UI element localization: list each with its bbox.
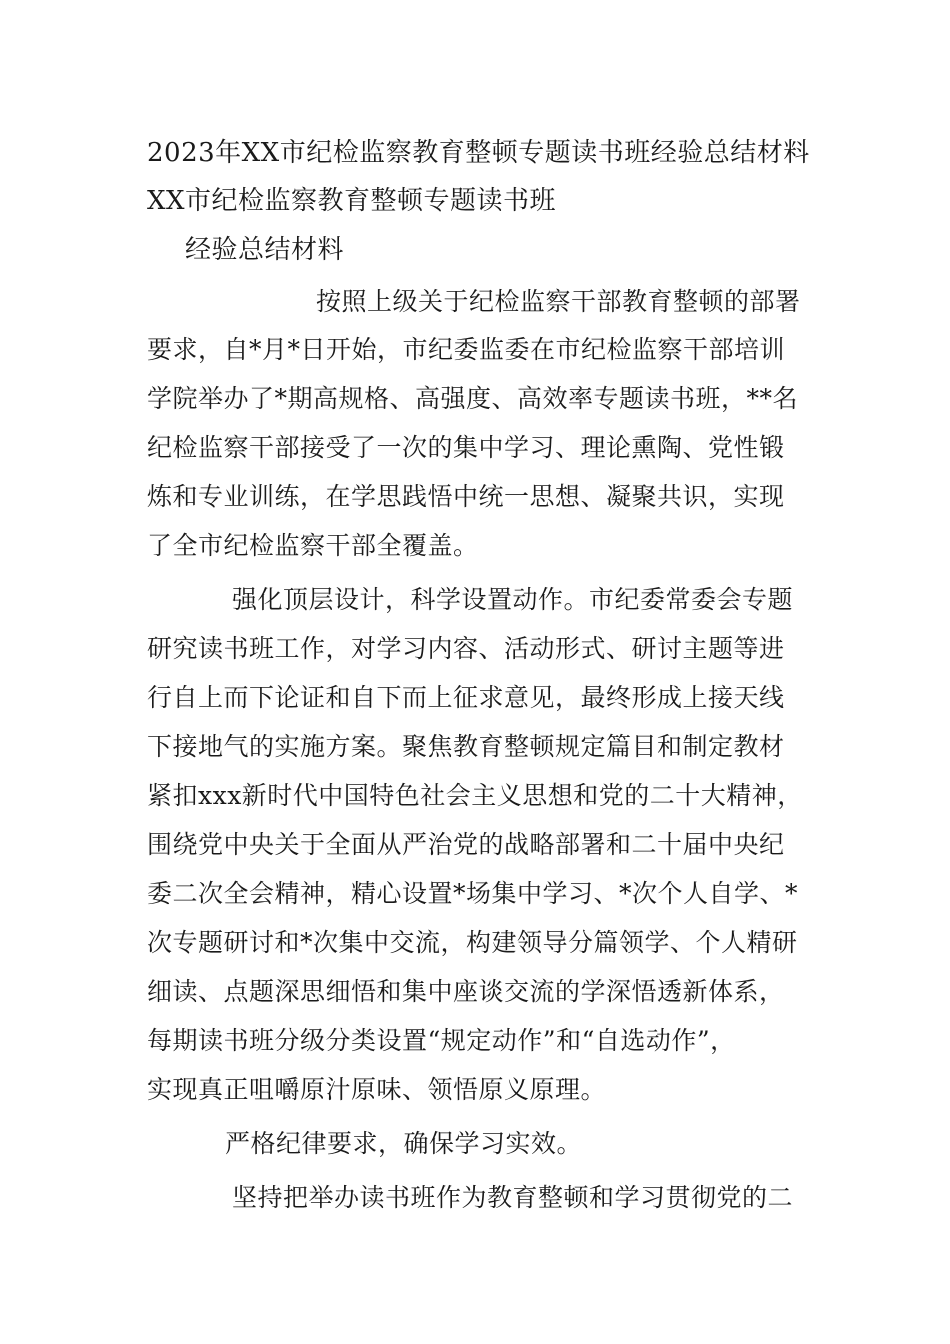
paragraph-2-line-10: 每期读书班分级分类设置“规定动作”和“自选动作”， <box>147 1026 736 1055</box>
paragraph-2-line-9: 细读、点题深思细悟和集中座谈交流的学深悟透新体系， <box>147 977 785 1006</box>
paragraph-3-line-1: 坚持把举办读书班作为教育整顿和学习贯彻党的二 <box>232 1183 794 1212</box>
paragraph-1-line-5: 炼和专业训练，在学思践悟中统一思想、凝聚共识，实现 <box>147 482 785 511</box>
paragraph-2-line-7: 委二次全会精神，精心设置*场集中学习、*次个人自学、* <box>147 879 799 908</box>
document-title-line-2: XX市纪检监察教育整顿专题读书班 <box>147 186 557 216</box>
paragraph-1-line-1: 按照上级关于纪检监察干部教育整顿的部署 <box>316 287 801 316</box>
paragraph-2-line-1: 强化顶层设计，科学设置动作。市纪委常委会专题 <box>232 585 794 614</box>
paragraph-2-line-11: 实现真正咀嚼原汁原味、领悟原义原理。 <box>147 1075 607 1104</box>
document-title-line-3: 经验总结材料 <box>185 235 345 265</box>
paragraph-2-line-6: 围绕党中央关于全面从严治党的战略部署和二十届中央纪 <box>147 830 785 859</box>
paragraph-2-line-2: 研究读书班工作，对学习内容、活动形式、研讨主题等进 <box>147 634 785 663</box>
paragraph-1-line-3: 学院举办了*期高规格、高强度、高效率专题读书班，**名 <box>147 384 799 413</box>
paragraph-1-line-4: 纪检监察干部接受了一次的集中学习、理论熏陶、党性锻 <box>147 433 785 462</box>
paragraph-1-line-6: 了全市纪检监察干部全覆盖。 <box>147 531 479 560</box>
paragraph-2-line-5: 紧扣xxx新时代中国特色社会主义思想和党的二十大精神， <box>147 781 803 810</box>
paragraph-2-line-3: 行自上而下论证和自下而上征求意见，最终形成上接天线 <box>147 683 785 712</box>
document-title-line-1: 2023年XX市纪检监察教育整顿专题读书班经验总结材料 <box>147 138 810 168</box>
section-heading-discipline: 严格纪律要求，确保学习实效。 <box>225 1129 583 1158</box>
paragraph-2-line-4: 下接地气的实施方案。聚焦教育整顿规定篇目和制定教材 <box>147 732 785 761</box>
paragraph-1-line-2: 要求，自*月*日开始，市纪委监委在市纪检监察干部培训 <box>147 335 786 364</box>
paragraph-2-line-8: 次专题研讨和*次集中交流，构建领导分篇领学、个人精研 <box>147 928 798 957</box>
